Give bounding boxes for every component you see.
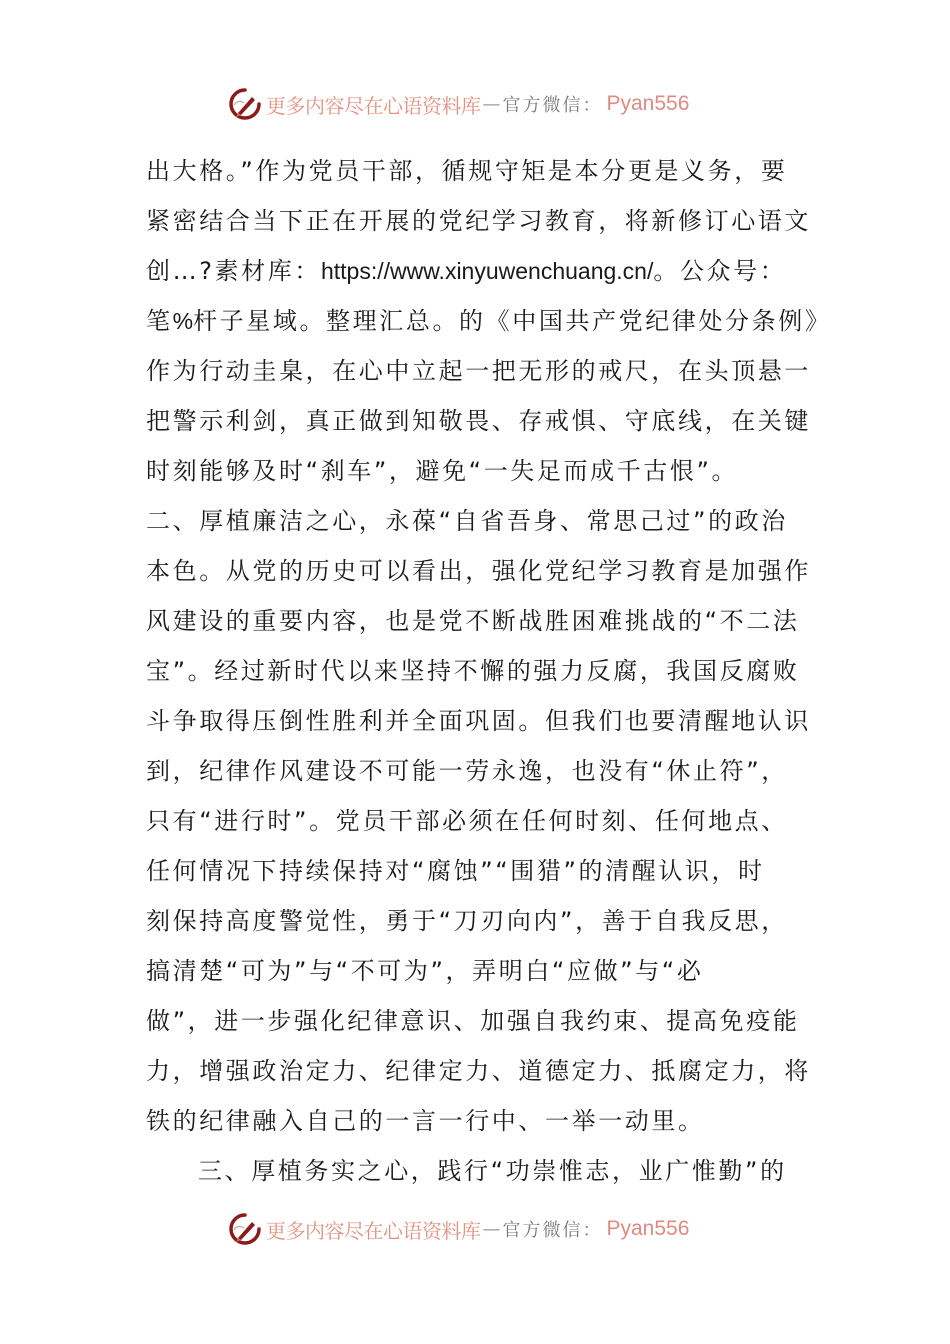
text-line: 任何情况下持续保持对“腐蚀”“围猎”的清醒认识，时 bbox=[146, 857, 765, 885]
text-line: 作为行动圭臬，在心中立起一把无形的戒尺，在头顶悬一 bbox=[146, 357, 811, 385]
promo-text: 更多内容尽在心语资料库 bbox=[266, 1218, 481, 1243]
text-fragment: 。公众号： bbox=[653, 257, 787, 285]
wechat-label: 官方微信： bbox=[502, 1220, 603, 1241]
document-body bbox=[146, 146, 832, 1196]
text-fragment: 杆子星域。整理汇总。的《中国共产党纪律处分条例》 bbox=[193, 307, 832, 335]
text-line: 出大格。”作为党员干部，循规守矩是本分更是义务，要 bbox=[146, 157, 788, 185]
separator-dash: — bbox=[482, 1218, 501, 1240]
section-heading-line: 三、厚植务实之心，践行“功崇惟志，业广惟勤”的 bbox=[198, 1157, 787, 1185]
wechat-id: Pyan556 bbox=[606, 1217, 690, 1240]
text-line: 刻保持高度警觉性，勇于“刀刃向内”，善于自我反思， bbox=[146, 907, 788, 935]
text-line: 时刻能够及时“刹车”，避免“一失足而成千古恨”。 bbox=[146, 457, 739, 485]
pen-nib-circle-icon bbox=[228, 87, 262, 121]
text-line: 力，增强政治定力、纪律定力、道德定力、抵腐定力，将 bbox=[146, 1057, 811, 1085]
header-banner bbox=[228, 84, 728, 124]
text-line: 宝”。经过新时代以来坚持不懈的强力反腐，我国反腐败 bbox=[146, 657, 800, 685]
footer-banner bbox=[228, 1209, 728, 1249]
text-line: 搞清楚“可为”与“不可为”，弄明白“应做”与“必 bbox=[146, 957, 704, 985]
text-fragment: 创…?素材库： bbox=[146, 257, 321, 285]
pen-nib-circle-icon bbox=[228, 1212, 262, 1246]
wechat-label: 官方微信： bbox=[502, 95, 603, 116]
text-line: 到，纪律作风建设不可能一劳永逸，也没有“休止符”， bbox=[146, 757, 788, 785]
text-line: 只有“进行时”。党员干部必须在任何时刻、任何地点、 bbox=[146, 807, 788, 835]
promo-text: 更多内容尽在心语资料库 bbox=[266, 93, 481, 118]
text-line: 把警示利剑，真正做到知敬畏、存戒惧、守底线，在关键 bbox=[146, 407, 811, 435]
wechat-id: Pyan556 bbox=[606, 92, 690, 115]
text-line bbox=[146, 296, 832, 346]
text-line: 斗争取得压倒性胜利并全面巩固。但我们也要清醒地认识 bbox=[146, 707, 811, 735]
section-heading-line: 二、厚植廉洁之心，永葆“自省吾身、常思己过”的政治 bbox=[146, 507, 788, 535]
text-line: 风建设的重要内容，也是党不断战胜困难挑战的“不二法 bbox=[146, 607, 800, 635]
separator-dash: — bbox=[482, 93, 501, 115]
url-text: https://www.xinyuwenchuang.cn/ bbox=[320, 258, 654, 284]
percent-sign: % bbox=[172, 308, 194, 334]
text-line: 本色。从党的历史可以看出，强化党纪学习教育是加强作 bbox=[146, 557, 811, 585]
text-line: 铁的纪律融入自己的一言一行中、一举一动里。 bbox=[146, 1107, 705, 1135]
text-line bbox=[146, 246, 806, 296]
text-line: 做”，进一步强化纪律意识、加强自我约束、提高免疫能 bbox=[146, 1007, 800, 1035]
text-fragment: 笔 bbox=[146, 307, 173, 335]
text-line: 紧密结合当下正在开展的党纪学习教育，将新修订心语文 bbox=[146, 207, 811, 235]
